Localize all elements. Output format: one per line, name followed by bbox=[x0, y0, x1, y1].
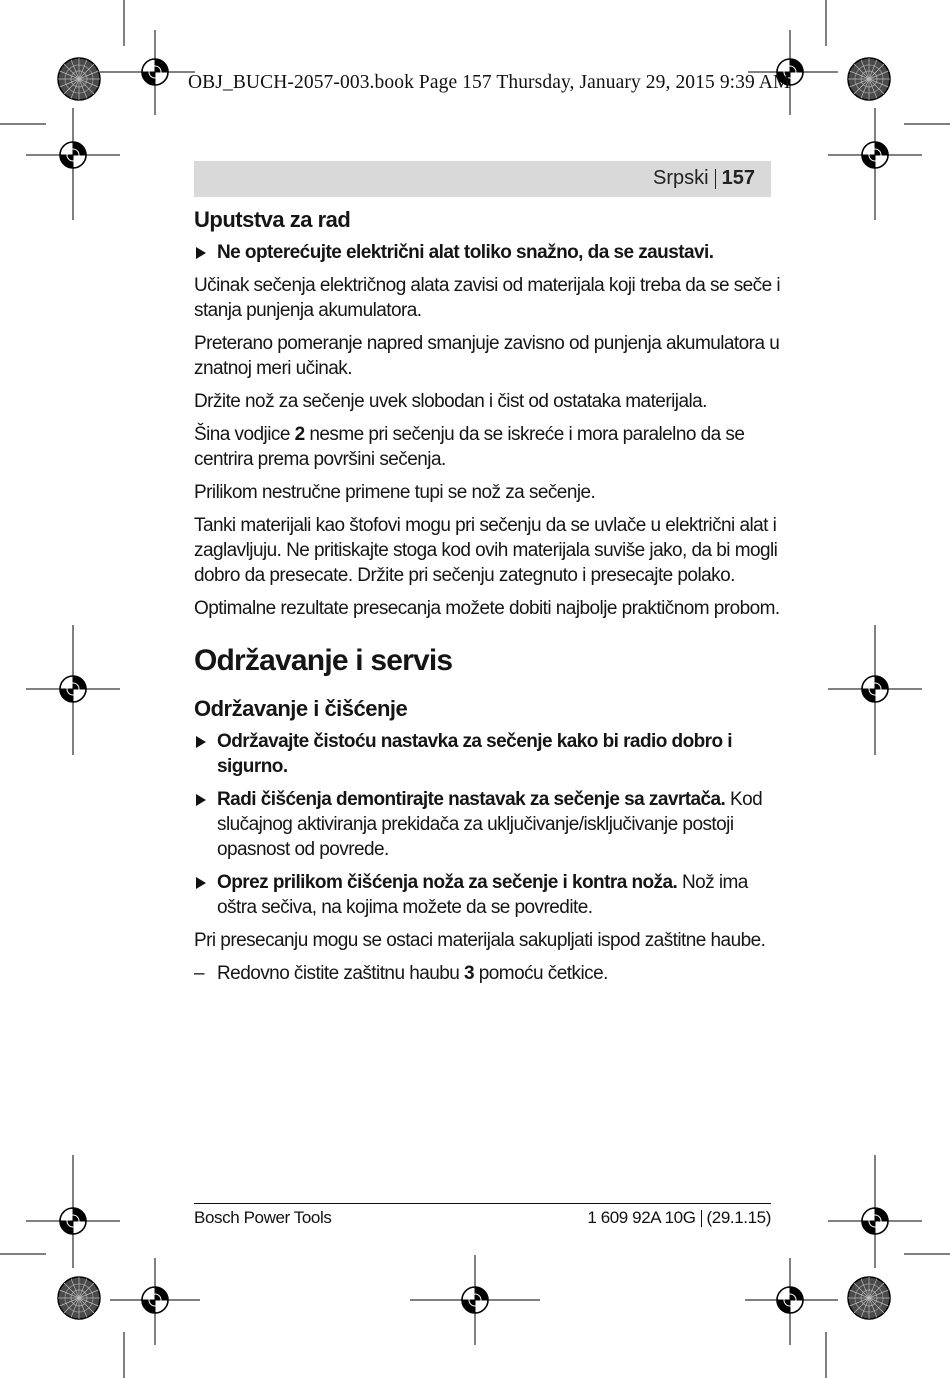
text: pomoću četkice. bbox=[474, 963, 608, 984]
bullet-triangle-icon bbox=[196, 794, 206, 806]
footer-date: (29.1.15) bbox=[706, 1208, 771, 1227]
bullet-triangle-icon bbox=[196, 247, 206, 259]
paragraph: Učinak sečenja električnog alata zavisi od materijala koji treba da se seče i stanja punjenja akumulatora. bbox=[194, 275, 781, 321]
bullet-text-bold: Radi čišćenja demontirajte nastavak za sečenje sa zavrtača. bbox=[217, 789, 726, 810]
paragraph: Preterano pomeranje napred smanjuje zavisno od punjenja akumulatora u znatnoj meri učinak. bbox=[194, 333, 780, 379]
paragraph-rail bbox=[194, 422, 784, 472]
bullet-text-bold: Oprez prilikom čišćenja noža za sečenje i kontra noža. bbox=[217, 872, 678, 893]
footer-brand: Bosch Power Tools bbox=[194, 1208, 332, 1227]
bullet-triangle-icon bbox=[196, 736, 206, 748]
paragraph: Prilikom nestručne primene tupi se nož za sečenje. bbox=[194, 482, 596, 503]
section-title-uputstva: Uputstva za rad bbox=[194, 207, 351, 232]
part-number: 2 bbox=[294, 424, 305, 445]
page-number: 157 bbox=[721, 167, 755, 189]
bullet-text: Održavajte čistoću nastavka za sečenje kako bi radio dobro i sigurno. bbox=[217, 731, 733, 777]
text: Redovno čistite zaštitnu haubu bbox=[217, 963, 465, 984]
bullet-text: Nož ima oštra sečiva, na kojima možete da se povredite. bbox=[217, 872, 748, 918]
paragraph: Držite nož za sečenje uvek slobodan i čist od ostataka materijala. bbox=[194, 391, 707, 412]
paragraph: Tanki materijali kao štofovi mogu pri sečenju da se uvlače u električni alat i zaglavljuju. Ne pritiskajte stoga kod ovih materijala suviše jako, da bi mogli dobro da presecate. Držite pri sečenju zategnuto i presecajte polako. bbox=[194, 515, 778, 586]
part-number: 3 bbox=[464, 963, 475, 984]
paragraph: Pri presecanju mogu se ostaci materijala sakupljati ispod zaštitne haube. bbox=[194, 930, 766, 951]
text: nesme pri sečenju da se iskreće i mora paralelno da se centrira prema površini sečenja. bbox=[194, 424, 745, 470]
header-text bbox=[653, 167, 755, 190]
footer-code-number: 1 609 92A 10G bbox=[587, 1208, 696, 1227]
footer-separator bbox=[701, 1210, 702, 1227]
bullet-text: Kod slučajnog aktiviranja prekidača za uključivanje/isključivanje postoji opasnost od povrede. bbox=[217, 789, 763, 860]
bullet-item bbox=[194, 870, 784, 920]
header-separator bbox=[715, 169, 716, 189]
dash-mark: – bbox=[194, 963, 205, 984]
bullet-text: Ne opterećujte električni alat toliko snažno, da se zaustavi. bbox=[217, 242, 714, 263]
page-content bbox=[194, 206, 784, 994]
header-language: Srpski bbox=[653, 167, 709, 189]
bullet-item bbox=[194, 729, 784, 779]
chapter-title-odrzavanje: Održavanje i servis bbox=[194, 644, 453, 677]
page-header bbox=[194, 161, 771, 197]
footer-code bbox=[587, 1208, 771, 1228]
bullet-triangle-icon bbox=[196, 877, 206, 889]
footer-rule bbox=[194, 1203, 771, 1204]
book-info-line: OBJ_BUCH-2057-003.book Page 157 Thursday, January 29, 2015 9:39 AM bbox=[188, 72, 791, 93]
bullet-item bbox=[194, 787, 784, 862]
paragraph: Optimalne rezultate presecanja možete dobiti najbolje praktičnom probom. bbox=[194, 598, 780, 619]
text: Šina vodjice bbox=[194, 424, 295, 445]
dash-item bbox=[194, 961, 784, 986]
subsection-title-ciscenje: Održavanje i čišćenje bbox=[194, 696, 408, 721]
bullet-item bbox=[194, 240, 784, 265]
